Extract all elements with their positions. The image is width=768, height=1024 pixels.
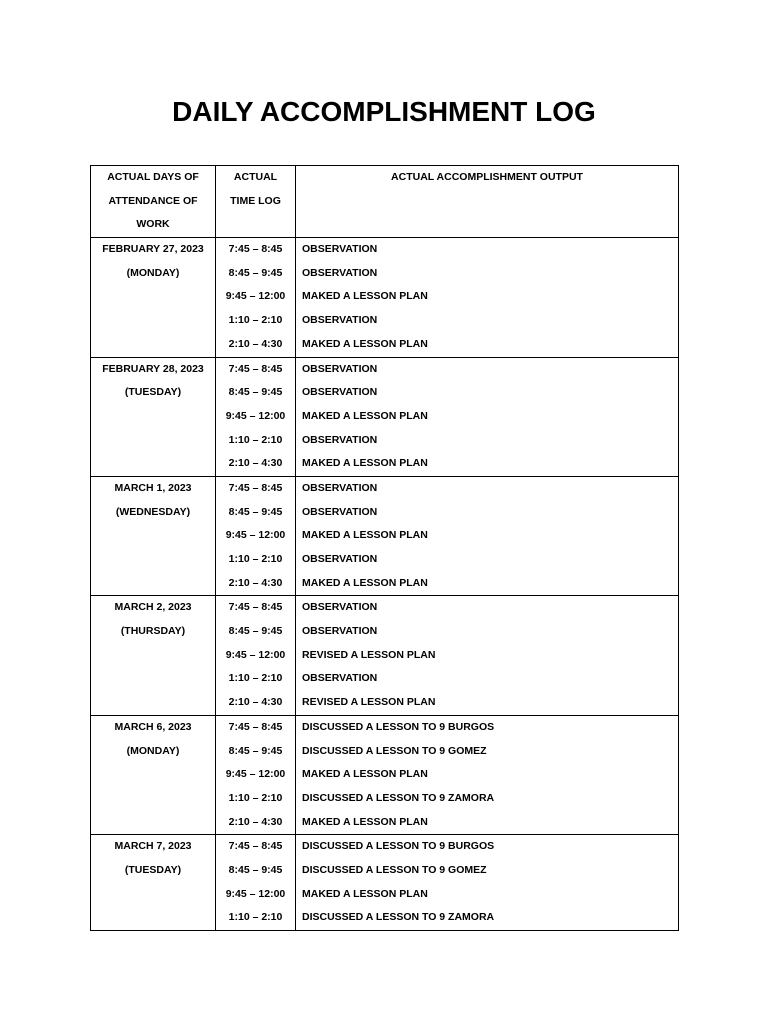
time-log-cell (216, 238, 296, 357)
weekday-text: (TUESDAY) (124, 386, 182, 399)
page-title: DAILY ACCOMPLISHMENT LOG (172, 96, 596, 127)
date-text: MARCH 7, 2023 (114, 840, 192, 853)
accomplishment-entry: MAKED A LESSON PLAN (302, 457, 428, 470)
header-text-line: ACTUAL DAYS OF (107, 171, 199, 183)
header-text-line: TIME LOG (230, 194, 281, 207)
date-cell (91, 596, 216, 715)
date-cell (91, 357, 216, 476)
time-entry: 9:45 – 12:00 (225, 529, 286, 542)
weekday-text: (MONDAY) (126, 266, 180, 279)
time-entry: 2:10 – 4:30 (228, 337, 283, 350)
accomplishment-entry: DISCUSSED A LESSON TO 9 ZAMORA (302, 911, 495, 924)
accomplishment-entry: MAKED A LESSON PLAN (302, 887, 428, 900)
weekday-text: (TUESDAY) (124, 863, 182, 876)
accomplishment-cell (296, 715, 679, 834)
accomplishment-entry: MAKED A LESSON PLAN (302, 576, 428, 589)
weekday-text: (MONDAY) (126, 744, 180, 757)
time-log-cell (216, 835, 296, 931)
time-entry: 9:45 – 12:00 (225, 648, 286, 661)
date-text: MARCH 6, 2023 (114, 720, 192, 733)
accomplishment-entry: MAKED A LESSON PLAN (302, 529, 428, 542)
accomplishment-entry: OBSERVATION (302, 433, 378, 446)
table-row (91, 238, 679, 357)
time-log-cell (216, 596, 296, 715)
time-entry: 9:45 – 12:00 (225, 409, 286, 422)
accomplishment-entry: DISCUSSED A LESSON TO 9 BURGOS (302, 720, 495, 733)
time-entry: 2:10 – 4:30 (228, 696, 283, 709)
table-body (91, 166, 679, 931)
header-text-line: ACTUAL ACCOMPLISHMENT OUTPUT (391, 171, 583, 183)
accomplishment-entry: OBSERVATION (302, 362, 378, 375)
time-entry: 9:45 – 12:00 (225, 768, 286, 781)
time-entry: 8:45 – 9:45 (228, 744, 283, 757)
time-entry: 2:10 – 4:30 (228, 457, 283, 470)
accomplishment-entry: MAKED A LESSON PLAN (302, 337, 428, 350)
accomplishment-entry: MAKED A LESSON PLAN (302, 409, 428, 422)
header-actual-output (296, 166, 679, 238)
time-entry: 7:45 – 8:45 (228, 720, 283, 733)
date-cell (91, 476, 216, 595)
accomplishment-entry: MAKED A LESSON PLAN (302, 815, 428, 828)
header-text-line: WORK (136, 218, 170, 231)
table-row (91, 835, 679, 931)
weekday-text: (WEDNESDAY) (115, 505, 191, 518)
date-cell (91, 715, 216, 834)
table-header-row (91, 166, 679, 238)
table-row (91, 357, 679, 476)
time-entry: 1:10 – 2:10 (228, 553, 283, 565)
time-log-cell (216, 357, 296, 476)
date-cell (91, 835, 216, 931)
table-row (91, 596, 679, 715)
time-entry: 1:10 – 2:10 (228, 433, 283, 446)
time-entry: 7:45 – 8:45 (228, 601, 283, 614)
accomplishment-entry: OBSERVATION (302, 625, 378, 638)
time-entry: 2:10 – 4:30 (228, 576, 283, 589)
header-text-line: ACTUAL (233, 171, 278, 183)
time-entry: 8:45 – 9:45 (228, 625, 283, 638)
header-text-line: ATTENDANCE OF (108, 194, 198, 207)
accomplishment-entry: OBSERVATION (302, 553, 378, 565)
accomplishment-entry: OBSERVATION (302, 601, 378, 614)
time-log-cell (216, 715, 296, 834)
time-entry: 8:45 – 9:45 (228, 505, 283, 518)
accomplishment-entry: REVISED A LESSON PLAN (302, 648, 436, 661)
time-entry: 1:10 – 2:10 (228, 791, 283, 804)
accomplishment-entry: OBSERVATION (302, 672, 378, 685)
time-entry: 7:45 – 8:45 (228, 243, 283, 256)
date-text: MARCH 1, 2023 (114, 481, 192, 494)
accomplishment-entry: OBSERVATION (302, 386, 378, 399)
date-text: FEBRUARY 28, 2023 (102, 362, 204, 375)
accomplishment-entry: MAKED A LESSON PLAN (302, 290, 428, 303)
accomplishment-cell (296, 238, 679, 357)
table-row (91, 476, 679, 595)
date-text: FEBRUARY 27, 2023 (102, 243, 204, 256)
time-entry: 8:45 – 9:45 (228, 863, 283, 876)
accomplishment-cell (296, 596, 679, 715)
accomplishment-entry: MAKED A LESSON PLAN (302, 768, 428, 781)
accomplishment-entry: DISCUSSED A LESSON TO 9 BURGOS (302, 840, 495, 853)
accomplishment-cell (296, 357, 679, 476)
time-entry: 8:45 – 9:45 (228, 386, 283, 399)
accomplishment-entry: OBSERVATION (302, 505, 378, 518)
time-entry: 9:45 – 12:00 (225, 290, 286, 303)
accomplishment-entry: DISCUSSED A LESSON TO 9 ZAMORA (302, 791, 495, 804)
accomplishment-entry: OBSERVATION (302, 243, 378, 256)
header-actual-time-log (216, 166, 296, 238)
accomplishment-log-table (90, 165, 679, 931)
time-entry: 1:10 – 2:10 (228, 672, 283, 685)
accomplishment-entry: OBSERVATION (302, 314, 378, 327)
time-entry: 8:45 – 9:45 (228, 266, 283, 279)
header-actual-days (91, 166, 216, 238)
time-entry: 7:45 – 8:45 (228, 481, 283, 494)
time-entry: 1:10 – 2:10 (228, 314, 283, 327)
time-entry: 7:45 – 8:45 (228, 362, 283, 375)
table-row (91, 715, 679, 834)
date-cell (91, 238, 216, 357)
date-text: MARCH 2, 2023 (114, 601, 192, 614)
accomplishment-entry: OBSERVATION (302, 481, 378, 494)
accomplishment-entry: DISCUSSED A LESSON TO 9 GOMEZ (302, 863, 487, 876)
accomplishment-entry: DISCUSSED A LESSON TO 9 GOMEZ (302, 744, 487, 757)
accomplishment-cell (296, 835, 679, 931)
accomplishment-cell (296, 476, 679, 595)
weekday-text: (THURSDAY) (120, 625, 186, 638)
accomplishment-entry: REVISED A LESSON PLAN (302, 696, 436, 709)
time-entry: 2:10 – 4:30 (228, 815, 283, 828)
time-entry: 7:45 – 8:45 (228, 840, 283, 853)
accomplishment-entry: OBSERVATION (302, 266, 378, 279)
time-entry: 1:10 – 2:10 (228, 911, 283, 924)
time-log-cell (216, 476, 296, 595)
time-entry: 9:45 – 12:00 (225, 887, 286, 900)
